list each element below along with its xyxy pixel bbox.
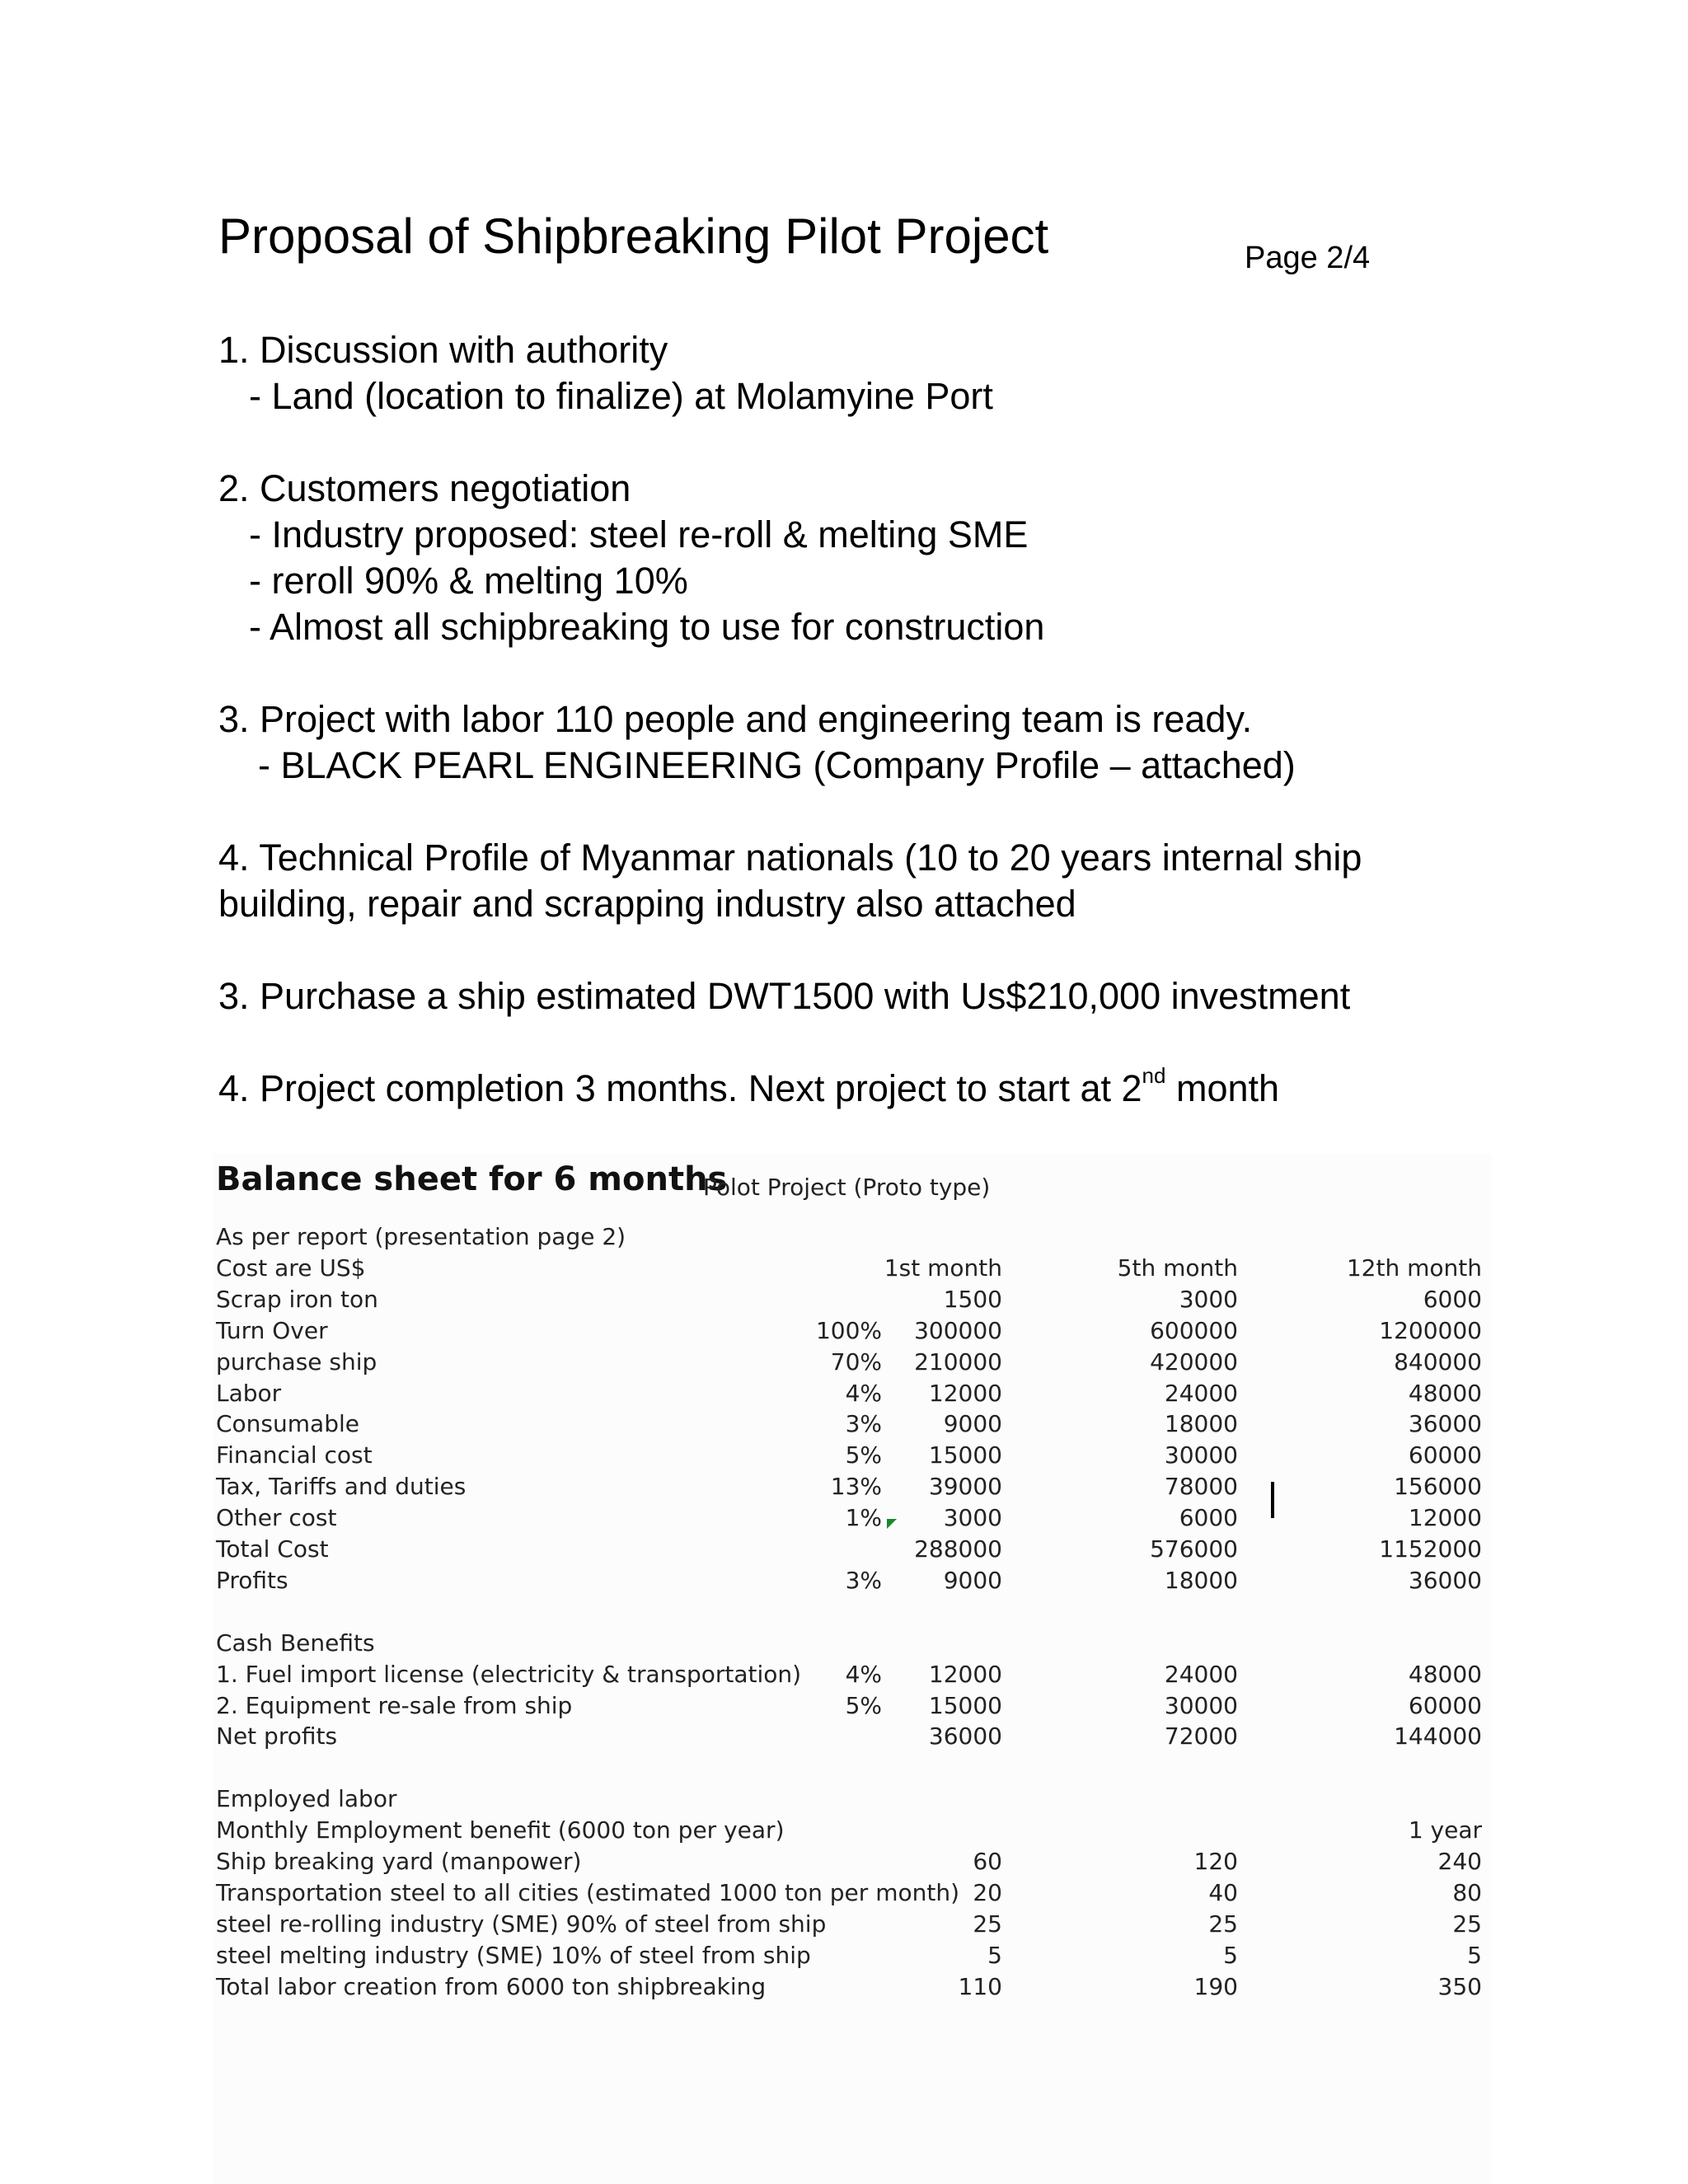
sheet-cell-m12: 840000: [1394, 1347, 1482, 1376]
sheet-cell-m12: 60000: [1408, 1441, 1482, 1469]
sheet-row-label: 2. Equipment re-sale from ship: [216, 1691, 573, 1719]
sheet-row-label: Total labor creation from 6000 ton shipbreaking: [216, 1972, 767, 2000]
sheet-cell-m12: 12th month: [1346, 1254, 1482, 1282]
sheet-cell-m5: 30000: [1164, 1691, 1238, 1719]
sheet-cell-pct: 3%: [845, 1410, 882, 1438]
sheet-cell-m1: 12000: [928, 1660, 1002, 1688]
balance-sheet: [213, 1154, 1492, 2184]
sheet-row: [213, 1565, 1492, 1596]
sheet-row: [213, 1440, 1492, 1471]
completion-text-end: month: [1165, 1067, 1280, 1109]
cell-cursor: [1271, 1482, 1274, 1518]
sheet-row-label: As per report (presentation page 2): [216, 1223, 626, 1250]
sheet-cell-m1: 110: [958, 1972, 1002, 2000]
sheet-cell-m5: 40: [1208, 1878, 1238, 1906]
sheet-cell-m12: 25: [1452, 1910, 1482, 1938]
sheet-row: [213, 1877, 1492, 1909]
section-3-heading: 3. Project with labor 110 people and engineering team is ready.: [218, 698, 1253, 740]
sheet-cell-m12: 6000: [1423, 1285, 1482, 1313]
sheet-cell-m1: 9000: [943, 1566, 1002, 1594]
sheet-row: [213, 1940, 1492, 1971]
sheet-cell-m12: 1 year: [1408, 1816, 1482, 1844]
sheet-row: [213, 1783, 1492, 1815]
sheet-row: [213, 1221, 1492, 1253]
sheet-cell-m5: 190: [1193, 1972, 1238, 2000]
sheet-cell-m12: 48000: [1408, 1379, 1482, 1407]
sheet-cell-pct: 3%: [845, 1566, 882, 1594]
sheet-cell-m5: 120: [1193, 1848, 1238, 1875]
balance-sheet-subtitle: Polot Project (Proto type): [703, 1174, 991, 1201]
sheet-row: [213, 1378, 1492, 1409]
sheet-cell-m1: 210000: [914, 1347, 1002, 1376]
balance-sheet-title: Balance sheet for 6 months: [216, 1160, 728, 1198]
sheet-cell-m1: 60: [973, 1848, 1002, 1875]
sheet-row-label: Monthly Employment benefit (6000 ton per year): [216, 1816, 785, 1844]
section-2-item: - reroll 90% & melting 10%: [249, 560, 688, 602]
sheet-cell-m1: 9000: [943, 1410, 1002, 1438]
sheet-row-label: Turn Over: [216, 1316, 328, 1344]
sheet-row-label: Cost are US$: [216, 1254, 366, 1282]
sheet-cell-m5: 18000: [1164, 1410, 1238, 1438]
sheet-row: [213, 1347, 1492, 1378]
sheet-row-label: Tax, Tariffs and duties: [216, 1473, 467, 1501]
sheet-cell-pct: 100%: [815, 1316, 882, 1344]
purchase-line: 3. Purchase a ship estimated DWT1500 with Us$210,000 investment: [218, 975, 1351, 1017]
sheet-cell-m12: 1152000: [1379, 1535, 1482, 1563]
sheet-row-label: purchase ship: [216, 1347, 377, 1376]
sheet-row: [213, 1253, 1492, 1284]
sheet-cell-m5: 30000: [1164, 1441, 1238, 1469]
sheet-cell-m1: 1500: [943, 1285, 1002, 1313]
sheet-row: [213, 1534, 1492, 1565]
sheet-cell-m1: 25: [973, 1910, 1002, 1938]
sheet-cell-m1: 15000: [928, 1691, 1002, 1719]
sheet-cell-m1: 15000: [928, 1441, 1002, 1469]
sheet-cell-m1: 288000: [914, 1535, 1002, 1563]
section-4-heading: 4. Technical Profile of Myanmar nationals (10 to 20 years internal ship: [218, 837, 1362, 879]
sheet-row: [213, 1721, 1492, 1752]
sheet-cell-m5: 576000: [1150, 1535, 1238, 1563]
sheet-cell-m5: 24000: [1164, 1660, 1238, 1688]
sheet-cell-m1: 1st month: [884, 1254, 1002, 1282]
sheet-row: [213, 1659, 1492, 1690]
sheet-cell-m12: 36000: [1408, 1410, 1482, 1438]
sheet-cell-m12: 5: [1467, 1941, 1482, 1969]
section-4-continuation: building, repair and scrapping industry also attached: [218, 883, 1076, 925]
sheet-row: [213, 1628, 1492, 1659]
sheet-cell-pct: 70%: [830, 1347, 882, 1376]
sheet-cell-m12: 48000: [1408, 1660, 1482, 1688]
section-3-item: - BLACK PEARL ENGINEERING (Company Profile – attached): [258, 744, 1296, 786]
section-2-heading: 2. Customers negotiation: [218, 467, 631, 509]
sheet-cell-m5: 600000: [1150, 1316, 1238, 1344]
sheet-cell-m5: 5th month: [1117, 1254, 1238, 1282]
sheet-row: [213, 1471, 1492, 1502]
sheet-row-label: steel melting industry (SME) 10% of steel from ship: [216, 1941, 811, 1969]
sheet-row-label: Other cost: [216, 1504, 337, 1532]
sheet-cell-m1: 39000: [928, 1473, 1002, 1501]
sheet-row: [213, 1909, 1492, 1940]
section-1-heading: 1. Discussion with authority: [218, 329, 668, 371]
sheet-row-label: Scrap iron ton: [216, 1285, 378, 1313]
sheet-cell-m5: 6000: [1179, 1504, 1238, 1532]
sheet-row-label: Employed labor: [216, 1785, 397, 1813]
sheet-row-label: Labor: [216, 1379, 282, 1407]
sheet-row-label: Total Cost: [216, 1535, 329, 1563]
sheet-cell-m1: 20: [973, 1878, 1002, 1906]
sheet-row-label: Financial cost: [216, 1441, 373, 1469]
sheet-row-label: Net profits: [216, 1722, 338, 1750]
sheet-row: [213, 1315, 1492, 1347]
sheet-cell-m5: 420000: [1150, 1347, 1238, 1376]
sheet-cell-m5: 72000: [1164, 1722, 1238, 1750]
completion-line: [218, 1063, 1280, 1111]
sheet-row: [213, 1815, 1492, 1846]
sheet-cell-m12: 36000: [1408, 1566, 1482, 1594]
sheet-cell-m12: 240: [1437, 1848, 1482, 1875]
sheet-cell-m5: 5: [1223, 1941, 1238, 1969]
sheet-row: [213, 1846, 1492, 1877]
sheet-cell-m12: 350: [1437, 1972, 1482, 2000]
sheet-cell-m5: 25: [1208, 1910, 1238, 1938]
sheet-row: [213, 1596, 1492, 1628]
sheet-row: [213, 1971, 1492, 2003]
sheet-cell-m12: 80: [1452, 1878, 1482, 1906]
sheet-row: [213, 1284, 1492, 1315]
section-1-item: - Land (location to finalize) at Molamyine Port: [249, 375, 993, 417]
sheet-cell-pct: 13%: [830, 1473, 882, 1501]
sheet-cell-m1: 3000: [943, 1504, 1002, 1532]
sheet-row-label: Cash Benefits: [216, 1629, 375, 1657]
sheet-cell-m5: 18000: [1164, 1566, 1238, 1594]
page-number: Page 2/4: [1245, 241, 1371, 275]
sheet-cell-pct: 1%: [845, 1504, 882, 1532]
sheet-cell-pct: 4%: [845, 1379, 882, 1407]
sheet-cell-m5: 3000: [1179, 1285, 1238, 1313]
sheet-cell-m5: 78000: [1164, 1473, 1238, 1501]
section-2-item: - Almost all schipbreaking to use for construction: [249, 606, 1045, 648]
sheet-cell-m1: 12000: [928, 1379, 1002, 1407]
cell-comment-marker: [887, 1519, 897, 1529]
sheet-row-label: Transportation steel to all cities (estimated 1000 ton per month): [216, 1878, 959, 1906]
sheet-cell-m1: 300000: [914, 1316, 1002, 1344]
sheet-row-label: steel re-rolling industry (SME) 90% of steel from ship: [216, 1910, 827, 1938]
sheet-cell-m12: 144000: [1394, 1722, 1482, 1750]
document-title: Proposal of Shipbreaking Pilot Project: [218, 209, 1049, 264]
sheet-row: [213, 1408, 1492, 1440]
sheet-row: [213, 1690, 1492, 1722]
sheet-cell-pct: 5%: [845, 1441, 882, 1469]
sheet-cell-m12: 1200000: [1379, 1316, 1482, 1344]
ordinal-suffix: nd: [1142, 1063, 1166, 1088]
sheet-cell-pct: 5%: [845, 1691, 882, 1719]
completion-text: 4. Project completion 3 months. Next project to start at 2: [218, 1067, 1142, 1109]
sheet-row: [213, 1752, 1492, 1783]
sheet-cell-m12: 12000: [1408, 1504, 1482, 1532]
sheet-row-label: Consumable: [216, 1410, 359, 1438]
section-2-item: - Industry proposed: steel re-roll & melting SME: [249, 513, 1029, 555]
sheet-cell-m1: 36000: [928, 1722, 1002, 1750]
sheet-cell-m12: 156000: [1394, 1473, 1482, 1501]
sheet-cell-m1: 5: [987, 1941, 1002, 1969]
sheet-row: [213, 1502, 1492, 1534]
sheet-row-label: Profits: [216, 1566, 288, 1594]
sheet-cell-m12: 60000: [1408, 1691, 1482, 1719]
sheet-cell-pct: 4%: [845, 1660, 882, 1688]
sheet-cell-m5: 24000: [1164, 1379, 1238, 1407]
sheet-row-label: Ship breaking yard (manpower): [216, 1848, 582, 1875]
sheet-row-label: 1. Fuel import license (electricity & transportation): [216, 1660, 802, 1688]
